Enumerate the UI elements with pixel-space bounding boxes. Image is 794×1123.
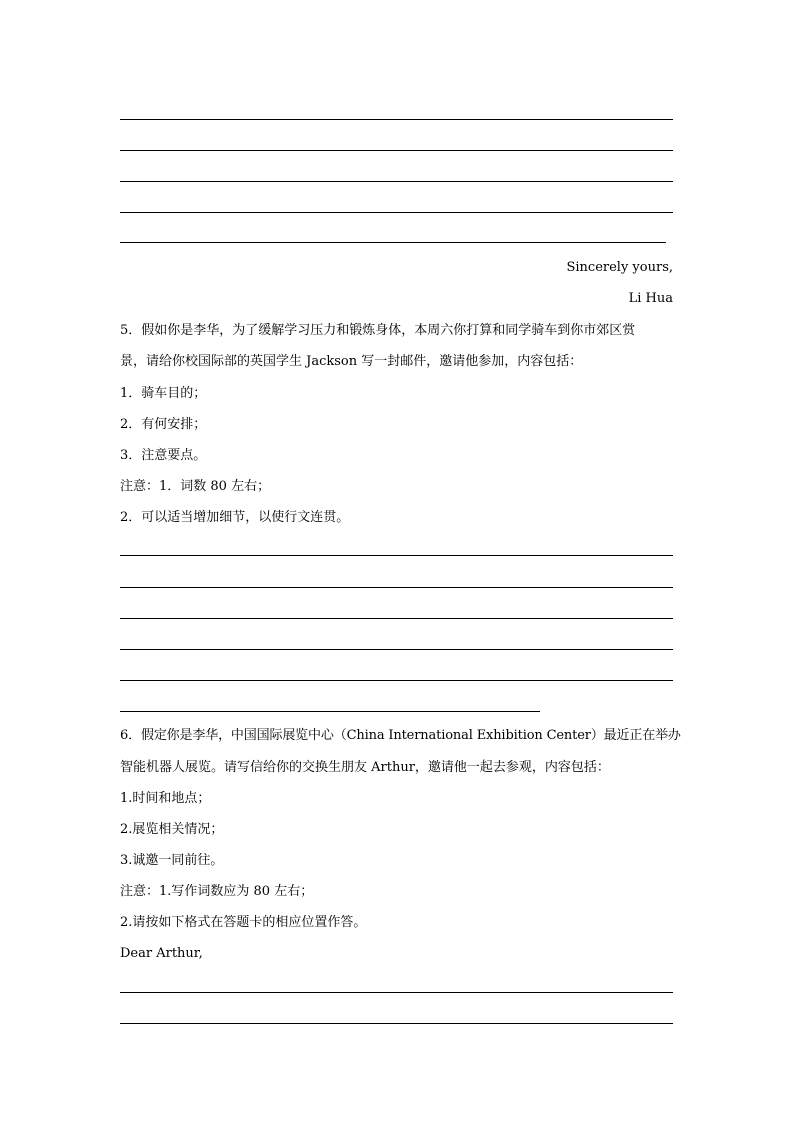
- q6-item-1: 1.时间和地点；: [120, 791, 211, 806]
- answer-line: [120, 711, 540, 712]
- q5-prompt-line-1: 5．假如你是李华，为了缓解学习压力和锻炼身体，本周六你打算和同学骑车到你市郊区赏: [120, 323, 636, 338]
- answer-line: [120, 119, 673, 120]
- signature-name: Li Hua: [628, 291, 673, 306]
- q6-note-2: 2.请按如下格式在答题卡的相应位置作答。: [120, 915, 367, 930]
- answer-line: [120, 618, 673, 619]
- answer-line: [120, 242, 666, 243]
- q5-note-2: 2．可以适当增加细节，以使行文连贯。: [120, 510, 350, 525]
- q6-prompt-line-2: 智能机器人展览。请写信给你的交换生朋友 Arthur，邀请他一起去参观，内容包括：: [120, 760, 610, 775]
- answer-line: [120, 992, 673, 993]
- q6-prompt-line-1: 6．假定你是李华，中国国际展览中心（China International Exhibition Center）最近正在举办: [120, 728, 681, 743]
- answer-line: [120, 680, 673, 681]
- answer-line: [120, 181, 673, 182]
- q5-item-2: 2．有何安排；: [120, 417, 207, 432]
- closing-text: Sincerely yours,: [566, 260, 673, 275]
- q6-item-2: 2.展览相关情况；: [120, 822, 224, 837]
- answer-line: [120, 555, 673, 556]
- q6-note-1: 注意：1.写作词数应为 80 左右；: [120, 884, 314, 899]
- q5-item-1: 1．骑车目的；: [120, 386, 207, 401]
- q6-salutation: Dear Arthur,: [120, 946, 203, 961]
- answer-line: [120, 1023, 673, 1024]
- answer-line: [120, 649, 673, 650]
- answer-line: [120, 587, 673, 588]
- q5-note-1: 注意：1．词数 80 左右；: [120, 479, 271, 494]
- q5-prompt-line-2: 景，请给你校国际部的英国学生 Jackson 写一封邮件，邀请他参加，内容包括：: [120, 354, 583, 369]
- q6-item-3: 3.诚邀一同前往。: [120, 853, 224, 868]
- answer-line: [120, 150, 673, 151]
- answer-line: [120, 212, 673, 213]
- q5-item-3: 3．注意要点。: [120, 448, 207, 463]
